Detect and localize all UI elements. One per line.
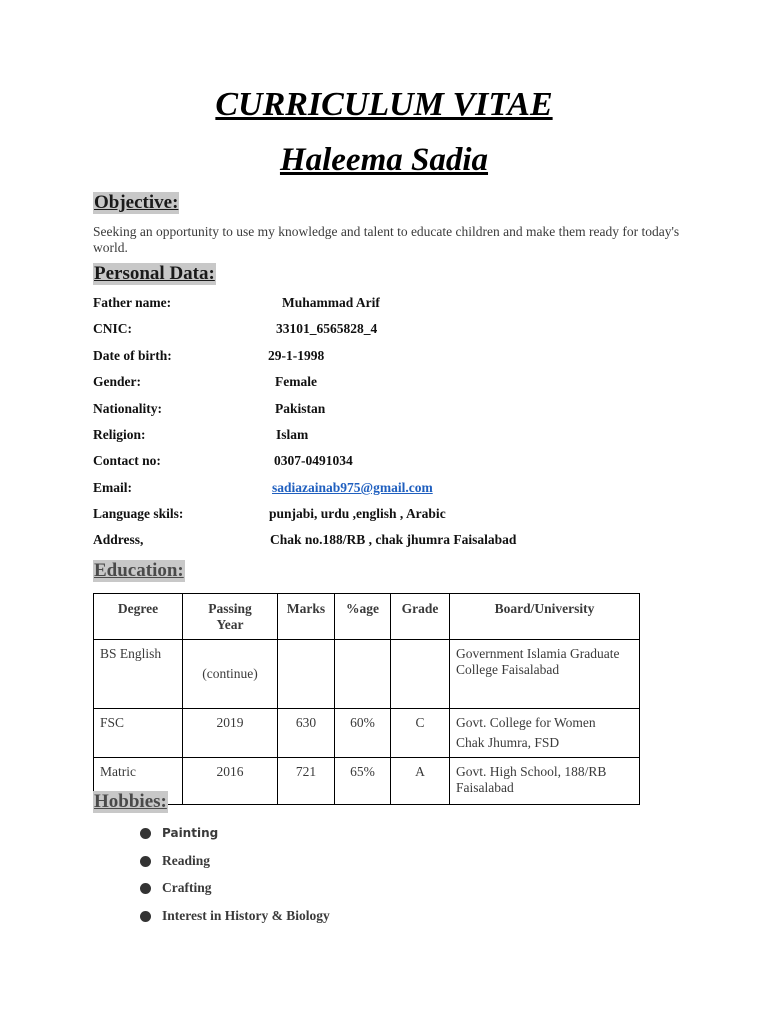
cell-board-line1: Govt. College for Women	[456, 715, 596, 730]
personal-row-dob	[93, 348, 693, 366]
table-header-row	[94, 594, 640, 640]
cell-year: (continue)	[183, 640, 278, 709]
bullet-icon	[140, 828, 151, 839]
father-name-value: Muhammad Arif	[282, 295, 380, 310]
email-link[interactable]: sadiazainab975@gmail.com	[272, 480, 433, 495]
cell-marks	[278, 640, 335, 709]
personal-row-cnic	[93, 321, 693, 339]
cell-board	[450, 758, 640, 805]
religion-value: Islam	[276, 427, 309, 442]
personal-row-email	[93, 480, 693, 498]
cell-year: 2016	[183, 758, 278, 805]
email-label: Email:	[93, 480, 132, 495]
cell-degree: Matric	[94, 758, 183, 805]
bullet-icon	[140, 856, 151, 867]
personal-row-gender	[93, 374, 693, 392]
col-board: Board/University	[450, 594, 640, 640]
dob-value: 29-1-1998	[268, 348, 325, 363]
objective-text: Seeking an opportunity to use my knowledge and talent to educate children and make them ready for today's world.	[93, 224, 680, 255]
table-row	[94, 758, 640, 805]
table-row	[94, 709, 640, 758]
cell-grade	[391, 640, 450, 709]
cell-marks: 630	[278, 709, 335, 758]
nationality-label: Nationality:	[93, 401, 162, 416]
gender-value: Female	[275, 374, 317, 389]
personal-data-heading: Personal Data:	[94, 263, 215, 284]
col-percentage: %age	[335, 594, 391, 640]
cnic-value: 33101_6565828_4	[276, 321, 378, 336]
cell-year: 2019	[183, 709, 278, 758]
contact-label: Contact no:	[93, 453, 161, 468]
list-item	[140, 879, 330, 907]
col-passing-year-line1: Passing	[208, 601, 252, 616]
nationality-value: Pakistan	[275, 401, 326, 416]
cell-degree: BS English	[94, 640, 183, 709]
dob-label: Date of birth:	[93, 348, 172, 363]
candidate-name: Haleema Sadia	[279, 142, 489, 178]
cnic-label: CNIC:	[93, 321, 132, 336]
cell-board-line1: Government Islamia Graduate College Faisalabad	[456, 646, 620, 677]
personal-row-father	[93, 295, 693, 313]
cell-percent: 65%	[335, 758, 391, 805]
personal-row-contact	[93, 453, 693, 471]
cell-board	[450, 709, 640, 758]
list-item	[140, 852, 330, 880]
language-label: Language skils:	[93, 506, 184, 521]
hobby-label: Painting	[162, 826, 219, 840]
education-heading: Education:	[94, 560, 184, 581]
cell-grade: C	[391, 709, 450, 758]
hobby-label: Reading	[162, 852, 211, 868]
personal-row-address	[93, 532, 693, 550]
col-grade: Grade	[391, 594, 450, 640]
contact-value: 0307-0491034	[274, 453, 353, 468]
list-item	[140, 824, 330, 852]
col-marks: Marks	[278, 594, 335, 640]
religion-label: Religion:	[93, 427, 146, 442]
cell-board	[450, 640, 640, 709]
list-item	[140, 907, 330, 935]
col-passing-year	[183, 594, 278, 640]
hobby-label: Interest in History & Biology	[162, 907, 330, 923]
hobbies-list	[140, 824, 330, 934]
cell-percent	[335, 640, 391, 709]
cell-marks: 721	[278, 758, 335, 805]
objective-heading: Objective:	[94, 192, 179, 213]
address-value: Chak no.188/RB , chak jhumra Faisalabad	[270, 532, 517, 547]
bullet-icon	[140, 883, 151, 894]
cell-percent: 60%	[335, 709, 391, 758]
hobby-label: Crafting	[162, 880, 212, 895]
education-table	[93, 593, 640, 805]
document-title: CURRICULUM VITAE	[215, 86, 553, 123]
address-label: Address,	[93, 532, 144, 547]
personal-row-language	[93, 506, 693, 524]
hobbies-heading: Hobbies:	[94, 791, 167, 812]
father-name-label: Father name:	[93, 295, 172, 310]
cell-board-line1: Govt. High School, 188/RB Faisalabad	[456, 764, 607, 795]
bullet-icon	[140, 911, 151, 922]
col-passing-year-line2: Year	[216, 617, 244, 632]
col-degree: Degree	[94, 594, 183, 640]
personal-row-religion	[93, 427, 693, 445]
cell-board-line2: Chak Jhumra, FSD	[456, 735, 560, 750]
table-row	[94, 640, 640, 709]
personal-row-nationality	[93, 401, 693, 419]
cell-grade: A	[391, 758, 450, 805]
language-value: punjabi, urdu ,english , Arabic	[269, 506, 446, 521]
cell-degree: FSC	[94, 709, 183, 758]
gender-label: Gender:	[93, 374, 141, 389]
